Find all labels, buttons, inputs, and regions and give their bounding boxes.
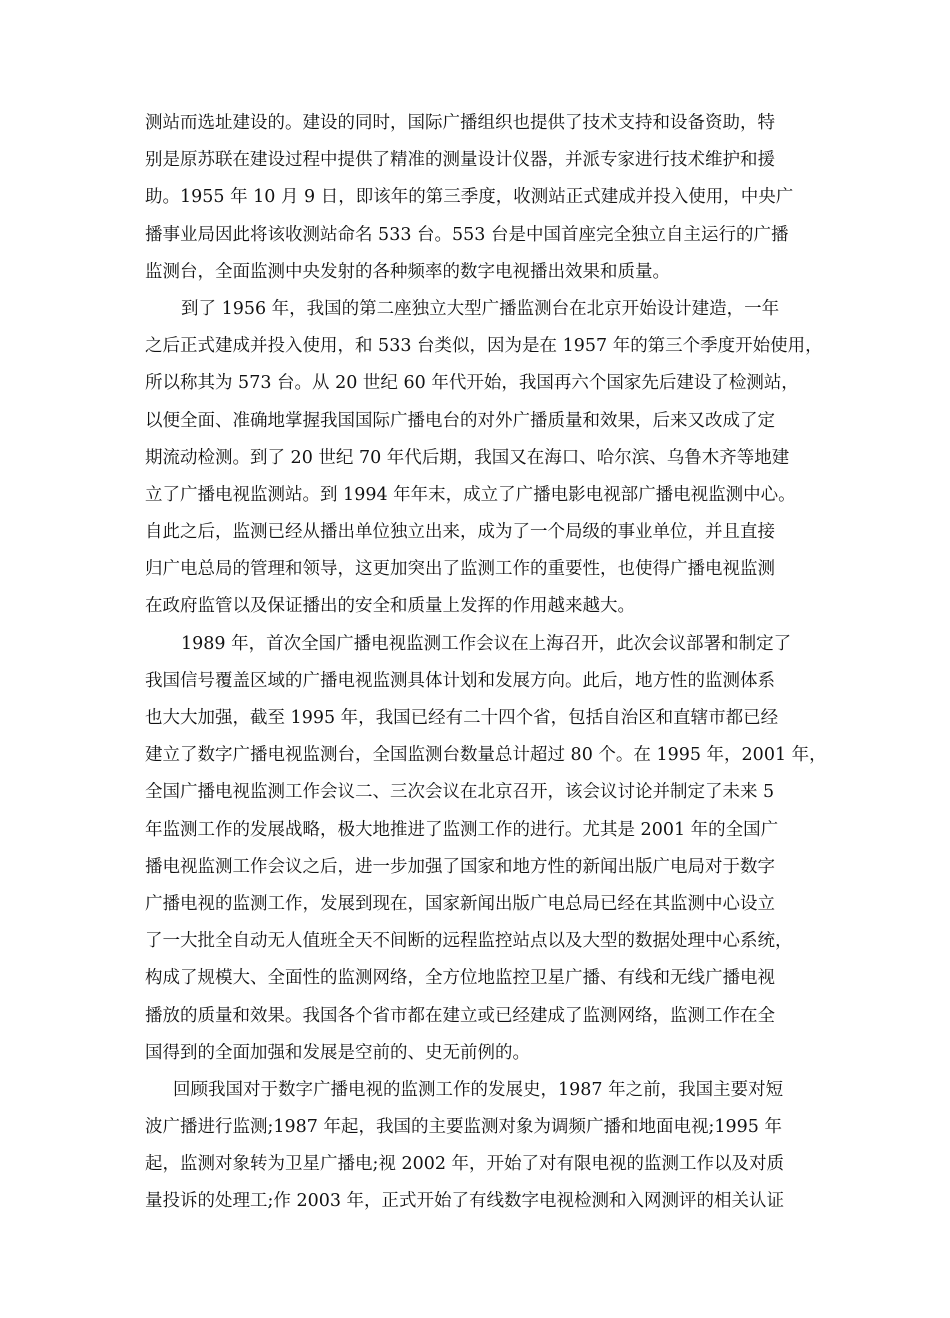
text-line: 之后正式建成并投入使用，和 533 台类似，因为是在 1957 年的第三个季度开始使用， xyxy=(145,336,823,357)
paragraph-first-line: 回顾我国对于数字广播电视的监测工作的发展史，1987 年之前，我国主要对短 xyxy=(173,1079,784,1100)
text-line: 以便全面、准确地掌握我国国际广播电台的对外广播质量和效果，后来又改成了定 xyxy=(145,410,775,431)
text-line: 立了广播电视监测站。到 1994 年年末，成立了广播电影电视部广播电视监测中心。 xyxy=(145,484,796,505)
text-line: 波广播进行监测;1987 年起，我国的主要监测对象为调频广播和地面电视;1995 年 xyxy=(145,1117,782,1138)
text-line: 期流动检测。到了 20 世纪 70 年代后期，我国又在海口、哈尔滨、乌鲁木齐等地建 xyxy=(145,447,790,468)
text-line: 助。1955 年 10 月 9 日，即该年的第三季度，收测站正式建成并投入使用，中央广 xyxy=(145,187,794,208)
body-text xyxy=(145,105,835,1221)
text-line: 我国信号覆盖区域的广播电视监测具体计划和发展方向。此后，地方性的监测体系 xyxy=(145,670,775,691)
text-line: 年监测工作的发展战略，极大地推进了监测工作的进行。尤其是 2001 年的全国广 xyxy=(145,819,779,840)
text-line: 在政府监管以及保证播出的安全和质量上发挥的作用越来越大。 xyxy=(145,596,635,617)
text-line: 建立了数字广播电视监测台，全国监测台数量总计超过 80 个。在 1995 年，2001 年， xyxy=(145,745,827,766)
text-line: 国得到的全面加强和发展是空前的、史无前例的。 xyxy=(145,1042,530,1063)
text-line: 别是原苏联在建设过程中提供了精准的测量设计仪器，并派专家进行技术维护和援 xyxy=(145,150,775,171)
text-line: 了一大批全自动无人值班全天不间断的远程监控站点以及大型的数据处理中心系统， xyxy=(145,931,793,952)
text-line: 播事业局因此将该收测站命名 533 台。553 台是中国首座完全独立自主运行的广播 xyxy=(145,224,789,245)
text-line: 构成了规模大、全面性的监测网络，全方位地监控卫星广播、有线和无线广播电视 xyxy=(145,968,775,989)
text-line: 归广电总局的管理和领导，这更加突出了监测工作的重要性，也使得广播电视监测 xyxy=(145,559,775,580)
text-line: 监测台，全面监测中央发射的各种频率的数字电视播出效果和质量。 xyxy=(145,261,670,282)
text-line: 量投诉的处理工;作 2003 年，正式开始了有线数字电视检测和入网测评的相关认证 xyxy=(145,1191,785,1212)
text-line: 测站而选址建设的。建设的同时，国际广播组织也提供了技术支持和设备资助，特 xyxy=(145,113,775,133)
text-line: 所以称其为 573 台。从 20 世纪 60 年代开始，我国再六个国家先后建设了检测站， xyxy=(145,373,799,394)
text-line: 播电视监测工作会议之后，进一步加强了国家和地方性的新闻出版广电局对于数字 xyxy=(145,856,775,877)
text-line: 广播电视的监测工作，发展到现在，国家新闻出版广电总局已经在其监测中心设立 xyxy=(145,893,775,914)
text-line: 自此之后，监测已经从播出单位独立出来，成为了一个局级的事业单位，并且直接 xyxy=(145,522,775,543)
text-line: 起，监测对象转为卫星广播电;视 2002 年，开始了对有限电视的监测工作以及对质 xyxy=(145,1154,785,1175)
paragraph-first-line: 到了 1956 年，我国的第二座独立大型广播监测台在北京开始设计建造，一年 xyxy=(181,298,780,319)
text-line: 也大大加强，截至 1995 年，我国已经有二十四个省，包括自治区和直辖市都已经 xyxy=(145,708,779,728)
paragraph-first-line: 1989 年，首次全国广播电视监测工作会议在上海召开，此次会议部署和制定了 xyxy=(181,633,792,654)
text-line: 播放的质量和效果。我国各个省市都在建立或已经建成了监测网络，监测工作在全 xyxy=(145,1005,775,1026)
text-line: 全国广播电视监测工作会议二、三次会议在北京召开，该会议讨论并制定了未来 5 xyxy=(145,782,775,803)
